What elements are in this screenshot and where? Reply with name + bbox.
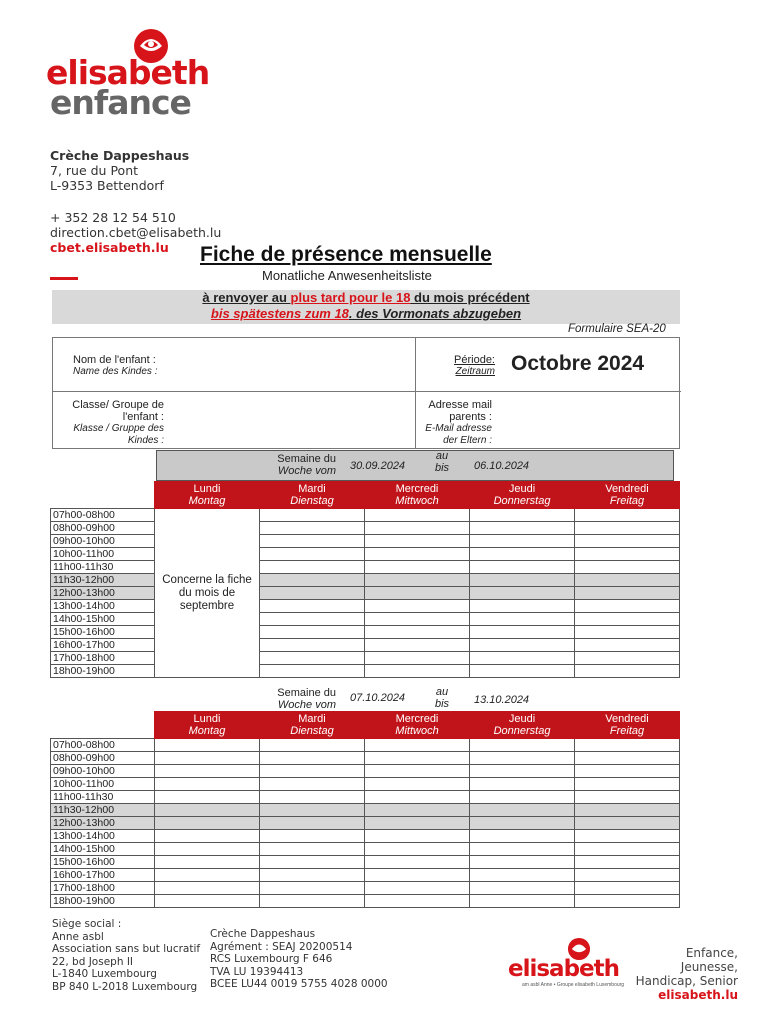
attendance-cell[interactable] [575, 791, 680, 804]
table-row [51, 869, 680, 882]
child-name-label-de: Name des Kindes : [73, 366, 158, 377]
week1-bis: bis [434, 462, 450, 474]
footer-line: BCEE LU44 0019 5755 4028 0000 [210, 978, 388, 990]
time-slot-label: 18h00-19h00 [51, 665, 155, 678]
attendance-cell[interactable] [365, 509, 470, 522]
attendance-cell[interactable] [470, 652, 575, 665]
attendance-cell[interactable] [575, 587, 680, 600]
attendance-cell[interactable] [575, 613, 680, 626]
mail-label-de: E-Mail adresse [425, 423, 492, 434]
table-row [51, 522, 680, 535]
mail-label-2: parents : [449, 411, 492, 423]
web-link[interactable]: cbet.elisabeth.lu [50, 240, 169, 255]
tagline-line: Enfance, Jeunesse, [680, 946, 738, 974]
class-label-de-2: Kindes : [127, 435, 164, 446]
attendance-cell[interactable] [470, 882, 575, 895]
attendance-cell[interactable] [260, 752, 365, 765]
creche-name: Crèche Dappeshaus [50, 148, 190, 163]
table-row [51, 895, 680, 908]
week1-to: 06.10.2024 [474, 460, 530, 472]
attendance-cell[interactable] [365, 869, 470, 882]
attendance-cell[interactable] [470, 639, 575, 652]
attendance-cell[interactable] [365, 535, 470, 548]
instr-de-a: bis spätestens zum 18 [210, 306, 349, 321]
week2-day-tuesday: Mardi Dienstag [260, 712, 365, 739]
attendance-cell[interactable] [365, 830, 470, 843]
table-row [51, 752, 680, 765]
time-slot-label: 08h00-09h00 [51, 752, 155, 765]
attendance-cell[interactable] [575, 895, 680, 908]
attendance-cell[interactable] [260, 856, 365, 869]
week2-header [156, 684, 674, 711]
attendance-cell[interactable] [575, 652, 680, 665]
attendance-cell[interactable] [575, 626, 680, 639]
attendance-cell[interactable] [155, 791, 260, 804]
logo-enfance: enfance [50, 83, 191, 122]
attendance-cell[interactable] [575, 739, 680, 752]
instr-fr-b: plus tard pour le 18 [290, 290, 411, 305]
instruction-band [52, 290, 680, 324]
time-slot-label: 12h00-13h00 [51, 817, 155, 830]
footer-line: 22, bd Joseph II [52, 955, 134, 968]
week2-from: 07.10.2024 [350, 692, 406, 704]
footer-line: TVA LU 19394413 [210, 965, 304, 978]
instr-fr-a: à renvoyer au [202, 290, 291, 305]
attendance-cell[interactable] [575, 561, 680, 574]
table-row [51, 561, 680, 574]
attendance-cell[interactable] [260, 574, 365, 587]
address-block [50, 148, 221, 255]
attendance-cell[interactable] [470, 765, 575, 778]
attendance-cell[interactable] [575, 817, 680, 830]
period-label-de: Zeitraum [455, 366, 495, 377]
attendance-cell[interactable] [470, 752, 575, 765]
attendance-cell[interactable] [155, 843, 260, 856]
table-row [51, 652, 680, 665]
attendance-cell[interactable] [260, 535, 365, 548]
attendance-cell[interactable] [470, 561, 575, 574]
period-label: Période: [454, 354, 495, 366]
table-row [51, 600, 680, 613]
attendance-cell[interactable] [260, 548, 365, 561]
attendance-cell[interactable] [365, 613, 470, 626]
attendance-cell[interactable] [575, 869, 680, 882]
footer-logo-sub: am asbl Anne • Groupe elisabeth Luxembourg [522, 982, 625, 988]
table-row [51, 830, 680, 843]
attendance-cell[interactable] [470, 856, 575, 869]
attendance-cell[interactable] [470, 843, 575, 856]
time-slot-label: 13h00-14h00 [51, 600, 155, 613]
attendance-cell[interactable] [365, 665, 470, 678]
attendance-cell[interactable] [260, 791, 365, 804]
attendance-cell[interactable] [260, 509, 365, 522]
tagline-line: Handicap, Senior [635, 974, 738, 988]
child-name-label: Nom de l'enfant : [73, 354, 156, 366]
attendance-cell[interactable] [365, 791, 470, 804]
attendance-cell[interactable] [365, 587, 470, 600]
attendance-cell[interactable] [260, 817, 365, 830]
attendance-cell[interactable] [260, 895, 365, 908]
attendance-cell[interactable] [575, 522, 680, 535]
attendance-cell[interactable] [260, 652, 365, 665]
attendance-cell[interactable] [365, 778, 470, 791]
attendance-cell[interactable] [470, 804, 575, 817]
class-label: Classe/ Groupe de [72, 399, 164, 411]
attendance-cell[interactable] [155, 765, 260, 778]
monday-note-cell: Concerne la fiche du mois de septembre [155, 509, 260, 678]
class-label-de: Klasse / Gruppe des [73, 423, 164, 434]
time-slot-label: 14h00-15h00 [51, 613, 155, 626]
footer-col1 [52, 918, 200, 993]
logo-elisabeth: elisabeth [46, 53, 210, 92]
attendance-cell[interactable] [470, 895, 575, 908]
week2-day-monday: Lundi Montag [155, 712, 260, 739]
attendance-cell[interactable] [260, 561, 365, 574]
attendance-cell[interactable] [470, 665, 575, 678]
attendance-cell[interactable] [155, 869, 260, 882]
info-box [52, 337, 680, 449]
week2-to: 13.10.2024 [474, 694, 530, 706]
time-slot-label: 09h00-10h00 [51, 535, 155, 548]
city: L-9353 Bettendorf [50, 178, 164, 193]
time-slot-label: 07h00-08h00 [51, 509, 155, 522]
time-slot-label: 11h00-11h30 [51, 791, 155, 804]
time-slot-label: 16h00-17h00 [51, 869, 155, 882]
time-slot-label: 10h00-11h00 [51, 548, 155, 561]
attendance-cell[interactable] [155, 817, 260, 830]
week2-day-friday: Vendredi Freitag [575, 712, 680, 739]
time-slot-label: 12h00-13h00 [51, 587, 155, 600]
time-slot-label: 15h00-16h00 [51, 856, 155, 869]
time-slot-label: 13h00-14h00 [51, 830, 155, 843]
time-slot-label: 11h30-12h00 [51, 574, 155, 587]
attendance-cell[interactable] [365, 600, 470, 613]
attendance-cell[interactable] [260, 587, 365, 600]
attendance-cell[interactable] [470, 587, 575, 600]
table-row [51, 574, 680, 587]
attendance-cell[interactable] [365, 652, 470, 665]
week1-day-tuesday: Mardi Dienstag [260, 482, 365, 509]
footer-line: Anne asbl [52, 930, 104, 943]
footer-line: BP 840 L-2018 Luxembourg [52, 980, 198, 993]
attendance-cell[interactable] [260, 804, 365, 817]
class-label-2: l'enfant : [122, 411, 164, 423]
table-row [51, 791, 680, 804]
table-row [51, 535, 680, 548]
attendance-cell[interactable] [155, 739, 260, 752]
attendance-cell[interactable] [365, 804, 470, 817]
week1-day-wednesday: Mercredi Mittwoch [365, 482, 470, 509]
attendance-cell[interactable] [260, 639, 365, 652]
phone: + 352 28 12 54 510 [50, 210, 176, 225]
attendance-cell[interactable] [365, 843, 470, 856]
table-row [51, 613, 680, 626]
table-row [51, 665, 680, 678]
week2-table [50, 711, 680, 908]
time-slot-label: 07h00-08h00 [51, 739, 155, 752]
attendance-cell[interactable] [260, 830, 365, 843]
footer-line: Siège social : [52, 918, 122, 930]
time-slot-label: 15h00-16h00 [51, 626, 155, 639]
week1-au: au [435, 450, 449, 462]
footer-web-link[interactable]: elisabeth.lu [658, 988, 738, 1002]
attendance-cell[interactable] [260, 765, 365, 778]
footer-line: RCS Luxembourg F 646 [210, 953, 333, 965]
attendance-cell[interactable] [260, 626, 365, 639]
attendance-cell[interactable] [470, 613, 575, 626]
week2-au: au [435, 686, 449, 698]
footer-col2 [210, 928, 388, 991]
attendance-cell[interactable] [260, 882, 365, 895]
attendance-cell[interactable] [470, 626, 575, 639]
week2-day-wednesday: Mercredi Mittwoch [365, 712, 470, 739]
week1-from: 30.09.2024 [350, 460, 406, 472]
week2-label: Semaine du [277, 687, 336, 699]
table-row [51, 587, 680, 600]
attendance-cell[interactable] [260, 522, 365, 535]
footer-line: Agrément : SEAJ 20200514 [210, 940, 353, 953]
time-slot-label: 17h00-18h00 [51, 882, 155, 895]
time-slot-label: 18h00-19h00 [51, 895, 155, 908]
attendance-cell[interactable] [575, 765, 680, 778]
table-row [51, 626, 680, 639]
attendance-cell[interactable] [470, 791, 575, 804]
attendance-cell[interactable] [575, 752, 680, 765]
attendance-cell[interactable] [575, 804, 680, 817]
attendance-cell[interactable] [365, 626, 470, 639]
footer-line: Association sans but lucratif [52, 943, 201, 955]
time-slot-label: 09h00-10h00 [51, 765, 155, 778]
attendance-cell[interactable] [155, 752, 260, 765]
table-row [51, 778, 680, 791]
attendance-cell[interactable] [575, 509, 680, 522]
time-slot-label: 08h00-09h00 [51, 522, 155, 535]
attendance-cell[interactable] [155, 856, 260, 869]
attendance-cell[interactable] [365, 548, 470, 561]
week1-table [50, 481, 680, 678]
table-row [51, 509, 680, 522]
attendance-cell[interactable] [365, 882, 470, 895]
attendance-cell[interactable] [260, 613, 365, 626]
mail-label-de-2: der Eltern : [443, 435, 492, 446]
attendance-cell[interactable] [575, 600, 680, 613]
attendance-cell[interactable] [470, 522, 575, 535]
attendance-cell[interactable] [575, 535, 680, 548]
table-row [51, 804, 680, 817]
attendance-cell[interactable] [470, 817, 575, 830]
attendance-cell[interactable] [575, 778, 680, 791]
table-row [51, 856, 680, 869]
mail-label: Adresse mail [428, 399, 492, 411]
attendance-cell[interactable] [365, 739, 470, 752]
attendance-cell[interactable] [260, 869, 365, 882]
period-value: Octobre 2024 [511, 352, 645, 375]
table-row [51, 548, 680, 561]
week2-label-de: Woche vom [277, 699, 336, 711]
attendance-cell[interactable] [365, 522, 470, 535]
time-slot-label: 11h30-12h00 [51, 804, 155, 817]
attendance-cell[interactable] [470, 830, 575, 843]
red-dash [50, 277, 78, 280]
time-slot-label: 17h00-18h00 [51, 652, 155, 665]
attendance-cell[interactable] [155, 895, 260, 908]
email-link[interactable]: direction.cbet@elisabeth.lu [50, 225, 222, 240]
time-slot-label: 14h00-15h00 [51, 843, 155, 856]
attendance-cell[interactable] [575, 639, 680, 652]
instr-de-b: . des Vormonats abzugeben [348, 306, 522, 321]
week1-label-de: Woche vom [277, 465, 336, 477]
footer-logo-text: elisabeth [508, 956, 620, 982]
table-row [51, 739, 680, 752]
attendance-cell[interactable] [575, 548, 680, 561]
attendance-cell[interactable] [365, 574, 470, 587]
attendance-cell[interactable] [365, 639, 470, 652]
attendance-cell[interactable] [365, 561, 470, 574]
attendance-cell[interactable] [470, 739, 575, 752]
attendance-cell[interactable] [365, 895, 470, 908]
attendance-cell[interactable] [155, 778, 260, 791]
attendance-cell[interactable] [470, 869, 575, 882]
week1-day-monday: Lundi Montag [155, 482, 260, 509]
attendance-cell[interactable] [470, 509, 575, 522]
attendance-cell[interactable] [260, 778, 365, 791]
table-row [51, 882, 680, 895]
attendance-cell[interactable] [260, 739, 365, 752]
attendance-cell[interactable] [365, 765, 470, 778]
table-row [51, 765, 680, 778]
time-slot-label: 11h00-11h30 [51, 561, 155, 574]
attendance-cell[interactable] [365, 752, 470, 765]
attendance-cell[interactable] [365, 856, 470, 869]
attendance-cell[interactable] [470, 535, 575, 548]
footer-line: L-1840 Luxembourg [52, 968, 157, 980]
attendance-cell[interactable] [365, 817, 470, 830]
attendance-cell[interactable] [575, 843, 680, 856]
form-code: Formulaire SEA-20 [568, 323, 666, 335]
attendance-cell[interactable] [470, 574, 575, 587]
attendance-cell[interactable] [260, 843, 365, 856]
week1-label: Semaine du [277, 453, 336, 465]
attendance-cell[interactable] [260, 600, 365, 613]
footer-tagline [630, 946, 738, 1002]
attendance-cell[interactable] [575, 574, 680, 587]
table-row [51, 639, 680, 652]
attendance-cell[interactable] [575, 856, 680, 869]
page-title: Fiche de présence mensuelle [200, 243, 492, 266]
table-row [51, 817, 680, 830]
attendance-cell[interactable] [470, 600, 575, 613]
week2-bis: bis [434, 698, 450, 710]
footer-line: Crèche Dappeshaus [210, 928, 316, 940]
week1-header [156, 450, 674, 481]
attendance-cell[interactable] [470, 548, 575, 561]
attendance-cell[interactable] [260, 665, 365, 678]
week2-day-thursday: Jeudi Donnerstag [470, 712, 575, 739]
week1-day-friday: Vendredi Freitag [575, 482, 680, 509]
attendance-cell[interactable] [575, 830, 680, 843]
attendance-cell[interactable] [470, 778, 575, 791]
attendance-cell[interactable] [155, 804, 260, 817]
page-subtitle: Monatliche Anwesenheitsliste [262, 268, 432, 283]
attendance-cell[interactable] [155, 882, 260, 895]
attendance-cell[interactable] [155, 830, 260, 843]
week1-day-thursday: Jeudi Donnerstag [470, 482, 575, 509]
attendance-cell[interactable] [575, 665, 680, 678]
instr-fr-c: du mois précédent [410, 290, 530, 305]
attendance-cell[interactable] [575, 882, 680, 895]
time-slot-label: 10h00-11h00 [51, 778, 155, 791]
street: 7, rue du Pont [50, 163, 139, 178]
table-row [51, 843, 680, 856]
time-slot-label: 16h00-17h00 [51, 639, 155, 652]
